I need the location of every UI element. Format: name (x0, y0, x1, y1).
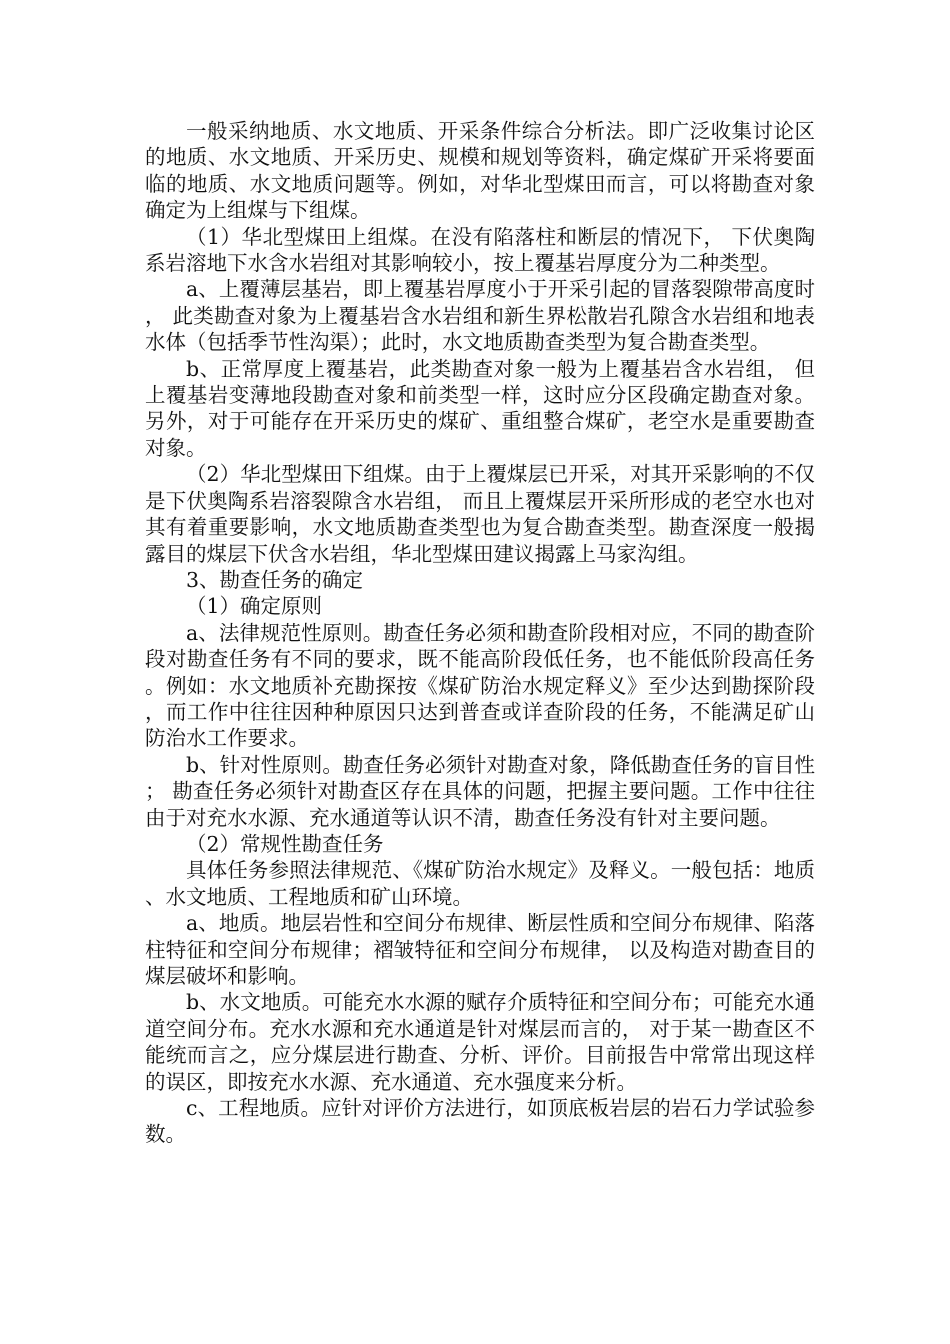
paragraph-targeted-principle: b、针对性原则。勘查任务必须针对勘查对象，降低勘查任务的盲目性； 勘查任务必须针对勘查区存在具体的问题，把握主要问题。工作中往往由于对充水水源、充水通道等认识不清，勘查任务没有针对主要问题。 (145, 752, 815, 830)
paragraph-engineering-geology: c、工程地质。应针对评价方法进行，如顶底板岩层的岩石力学试验参数。 (145, 1096, 815, 1147)
subheading-routine-tasks: （2）常规性勘查任务 (186, 831, 384, 856)
paragraph-normal-bedrock: b、正常厚度上覆基岩，此类勘查对象一般为上覆基岩含水岩组， 但上覆基岩变薄地段勘查对象和前类型一样，这时应分区段确定勘查对象。另外，对于可能存在开采历史的煤矿、重组整合煤矿，老空水是重要勘查对象。 (145, 356, 815, 460)
paragraph-geology: a、地质。地层岩性和空间分布规律、断层性质和空间分布规律、陷落柱特征和空间分布规律；褶皱特征和空间分布规律， 以及构造对勘查目的煤层破坏和影响。 (145, 911, 815, 988)
section-heading-task: 3、勘查任务的确定 (186, 567, 364, 592)
paragraph-intro: 一般采纳地质、水文地质、开采条件综合分析法。即广泛收集讨论区的地质、水文地质、开采历史、规模和规划等资料，确定煤矿开采将要面临的地质、水文地质问题等。例如，对华北型煤田而言，可以将勘查对象确定为上组煤与下组煤。 (145, 119, 815, 223)
paragraph-upper-coal: （1）华北型煤田上组煤。在没有陷落柱和断层的情况下， 下伏奥陶系岩溶地下水含水岩组对其影响较小，按上覆基岩厚度分为二种类型。 (145, 224, 815, 276)
paragraph-lower-coal: （2）华北型煤田下组煤。由于上覆煤层已开采，对其开采影响的不仅是下伏奥陶系岩溶裂隙含水岩组， 而且上覆煤层开采所形成的老空水也对其有着重要影响，水文地质勘查类型也为复合勘查类型。勘查深度一般揭露目的煤层下伏含水岩组，华北型煤田建议揭露上马家沟组。 (145, 462, 815, 566)
document-body (145, 118, 815, 1148)
paragraph-specific-tasks: 具体任务参照法律规范、《煤矿防治水规定》及释义。一般包括：地质、水文地质、工程地质和矿山环境。 (145, 858, 815, 909)
paragraph-thin-bedrock: a、上覆薄层基岩，即上覆基岩厚度小于开采引起的冒落裂隙带高度时， 此类勘查对象为上覆基岩含水岩组和新生界松散岩孔隙含水岩组和地表水体（包括季节性沟渠）；此时，水文地质勘查类型为复合勘查类型。 (145, 277, 815, 355)
subheading-principles: （1）确定原则 (186, 594, 323, 619)
paragraph-hydrogeology: b、水文地质。可能充水水源的赋存介质特征和空间分布；可能充水通道空间分布。充水水源和充水通道是针对煤层而言的， 对于某一勘查区不能统而言之，应分煤层进行勘查、分析、评价。目前报告中常常出现这样的误区，即按充水水源、充水通道、充水强度来分析。 (145, 990, 815, 1094)
paragraph-legal-principle: a、法律规范性原则。勘查任务必须和勘查阶段相对应，不同的勘查阶段对勘查任务有不同的要求，既不能高阶段低任务，也不能低阶段高任务。例如：水文地质补充勘探按《煤矿防治水规定释义》至少达到勘探阶段，而工作中往往因种种原因只达到普查或详查阶段的任务，不能满足矿山防治水工作要求。 (145, 620, 815, 751)
